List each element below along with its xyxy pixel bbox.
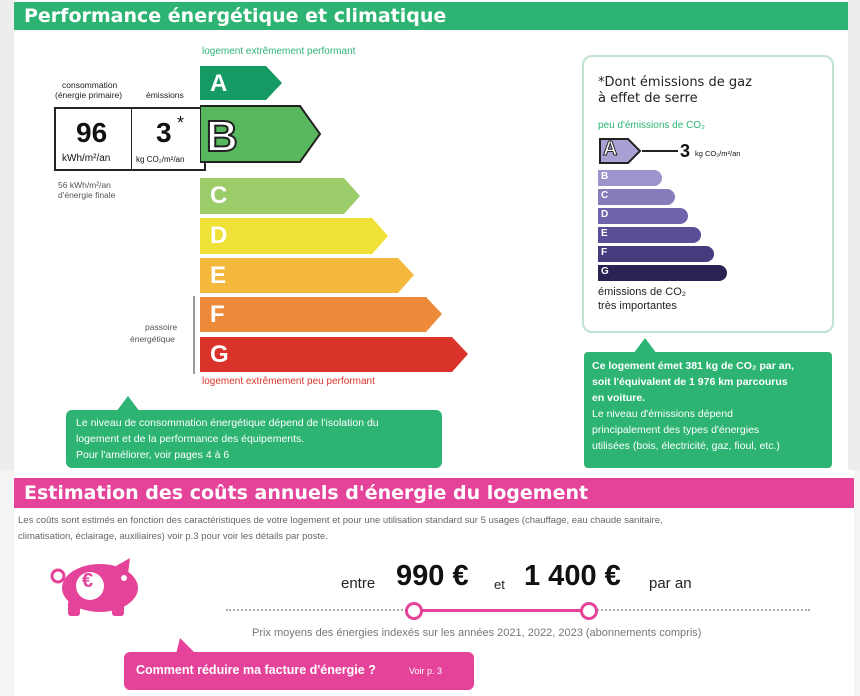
- bottom-scale-label: logement extrêmement peu performant: [202, 376, 375, 387]
- value-divider: [131, 109, 132, 169]
- energy-scale: [200, 62, 480, 382]
- reduce-bill-button[interactable]: [124, 652, 474, 690]
- class-d-bar: [200, 218, 388, 254]
- passoire-bracket: [193, 296, 195, 374]
- co2-class-c-letter: C: [601, 190, 609, 201]
- co2-info-line5: principalement des types d'énergies: [592, 424, 760, 436]
- co2-class-g-bar: [598, 265, 727, 281]
- class-g-letter: G: [210, 341, 229, 368]
- info-line1: Le niveau de consommation énergétique dépend de l'isolation du: [76, 417, 379, 429]
- class-d-letter: D: [210, 222, 228, 249]
- cost-description-line1: Les coûts sont estimés en fonction des caractéristiques de votre logement et pour une utilisation standard sur 5 usages (chauffage, eau chaude sanitaire,: [18, 515, 663, 526]
- emissions-value: 3: [156, 117, 172, 148]
- final-energy-line2: d'énergie finale: [58, 190, 116, 200]
- final-energy-line1: 56 kWh/m²/an: [58, 180, 111, 190]
- energy-value-box: [54, 107, 206, 171]
- section-header: [14, 2, 848, 30]
- co2-high-line1: émissions de CO₂: [598, 286, 687, 298]
- top-scale-label: logement extrêmement performant: [202, 46, 356, 57]
- co2-info-line6: utilisées (bois, électricité, gaz, fioul, etc.): [592, 440, 780, 452]
- co2-class-a-letter: A: [603, 138, 618, 160]
- co2-info-line3: en voiture.: [592, 392, 646, 404]
- cost-max-marker: [580, 602, 598, 620]
- consumption-info-bubble: [66, 410, 442, 468]
- consumption-unit: kWh/m²/an: [62, 153, 111, 164]
- class-g-bar: [200, 337, 468, 372]
- passoire-line1: passoire: [145, 322, 178, 332]
- co2-value: 3: [680, 141, 691, 161]
- left-margin: [0, 0, 14, 470]
- class-b-letter: B: [206, 112, 238, 161]
- co2-note-line2: à effet de serre: [598, 91, 698, 106]
- co2-card: [582, 55, 834, 333]
- co2-low-label: peu d'émissions de CO₂: [598, 120, 705, 131]
- prices-note: Prix moyens des énergies indexés sur les années 2021, 2022, 2023 (abonnements compris): [252, 627, 702, 639]
- co2-note-line1: *Dont émissions de gaz: [598, 75, 752, 90]
- co2-info-line4: Le niveau d'émissions dépend: [592, 408, 733, 420]
- co2-high-line2: très importantes: [598, 300, 677, 312]
- class-f-letter: F: [210, 301, 225, 328]
- piggy-bank-icon: [44, 556, 144, 620]
- cost-min-marker: [405, 602, 423, 620]
- right-margin: [848, 0, 860, 470]
- info-line2: logement et de la performance des équipements.: [76, 433, 305, 445]
- co2-unit: kg CO₂/m²/an: [695, 149, 741, 158]
- class-f-bar: [200, 297, 442, 332]
- co2-pointer-line: [642, 150, 678, 152]
- co2-class-f-letter: F: [601, 247, 608, 258]
- co2-info-line1: Ce logement émet 381 kg de CO₂ par an,: [592, 360, 794, 372]
- reduce-bill-label: Comment réduire ma facture d'énergie ?: [136, 663, 376, 677]
- co2-class-g-letter: G: [601, 266, 609, 277]
- class-a-letter: A: [210, 70, 228, 97]
- emissions-star: *: [177, 113, 185, 133]
- reduce-bill-page: Voir p. 3: [409, 666, 443, 676]
- cost-et: et: [494, 577, 505, 592]
- co2-class-e-bar: [598, 227, 701, 243]
- cost-range-bar: [412, 609, 590, 612]
- cost-entre: entre: [341, 575, 376, 592]
- cost-description-line2: climatisation, éclairage, auxiliaires) voir p.3 pour voir les détails par poste.: [18, 531, 328, 542]
- co2-class-d-bar: [598, 208, 688, 224]
- emissions-unit: kg CO₂/m²/an: [136, 155, 185, 164]
- co2-class-e-letter: E: [601, 228, 608, 239]
- co2-class-b-bar: [598, 170, 662, 186]
- co2-info-bubble: [584, 352, 832, 468]
- co2-class-c-bar: [598, 189, 675, 205]
- class-e-bar: [200, 258, 414, 293]
- cost-par-an: par an: [649, 575, 692, 592]
- cost-section-header: [14, 478, 854, 508]
- co2-class-f-bar: [598, 246, 714, 262]
- section-title: Performance énergétique et climatique: [24, 5, 447, 27]
- class-c-letter: C: [210, 182, 228, 209]
- co2-info-line2: soit l'équivalent de 1 976 km parcourus: [592, 376, 788, 388]
- cost-section-title: Estimation des coûts annuels d'énergie du logement: [24, 482, 589, 504]
- cost-max: 1 400 €: [524, 560, 621, 592]
- consumption-label: consommation: [62, 80, 118, 90]
- co2-class-d-letter: D: [601, 209, 609, 220]
- euro-symbol: €: [82, 570, 94, 592]
- consumption-sublabel: (énergie primaire): [55, 90, 123, 100]
- class-e-letter: E: [210, 262, 227, 289]
- passoire-line2: énergétique: [130, 334, 175, 344]
- co2-class-b-letter: B: [601, 171, 609, 182]
- cost-min: 990 €: [396, 560, 469, 592]
- emissions-label: émissions: [146, 90, 184, 100]
- consumption-value: 96: [76, 117, 108, 148]
- info-line3: Pour l'améliorer, voir pages 4 à 6: [76, 449, 230, 461]
